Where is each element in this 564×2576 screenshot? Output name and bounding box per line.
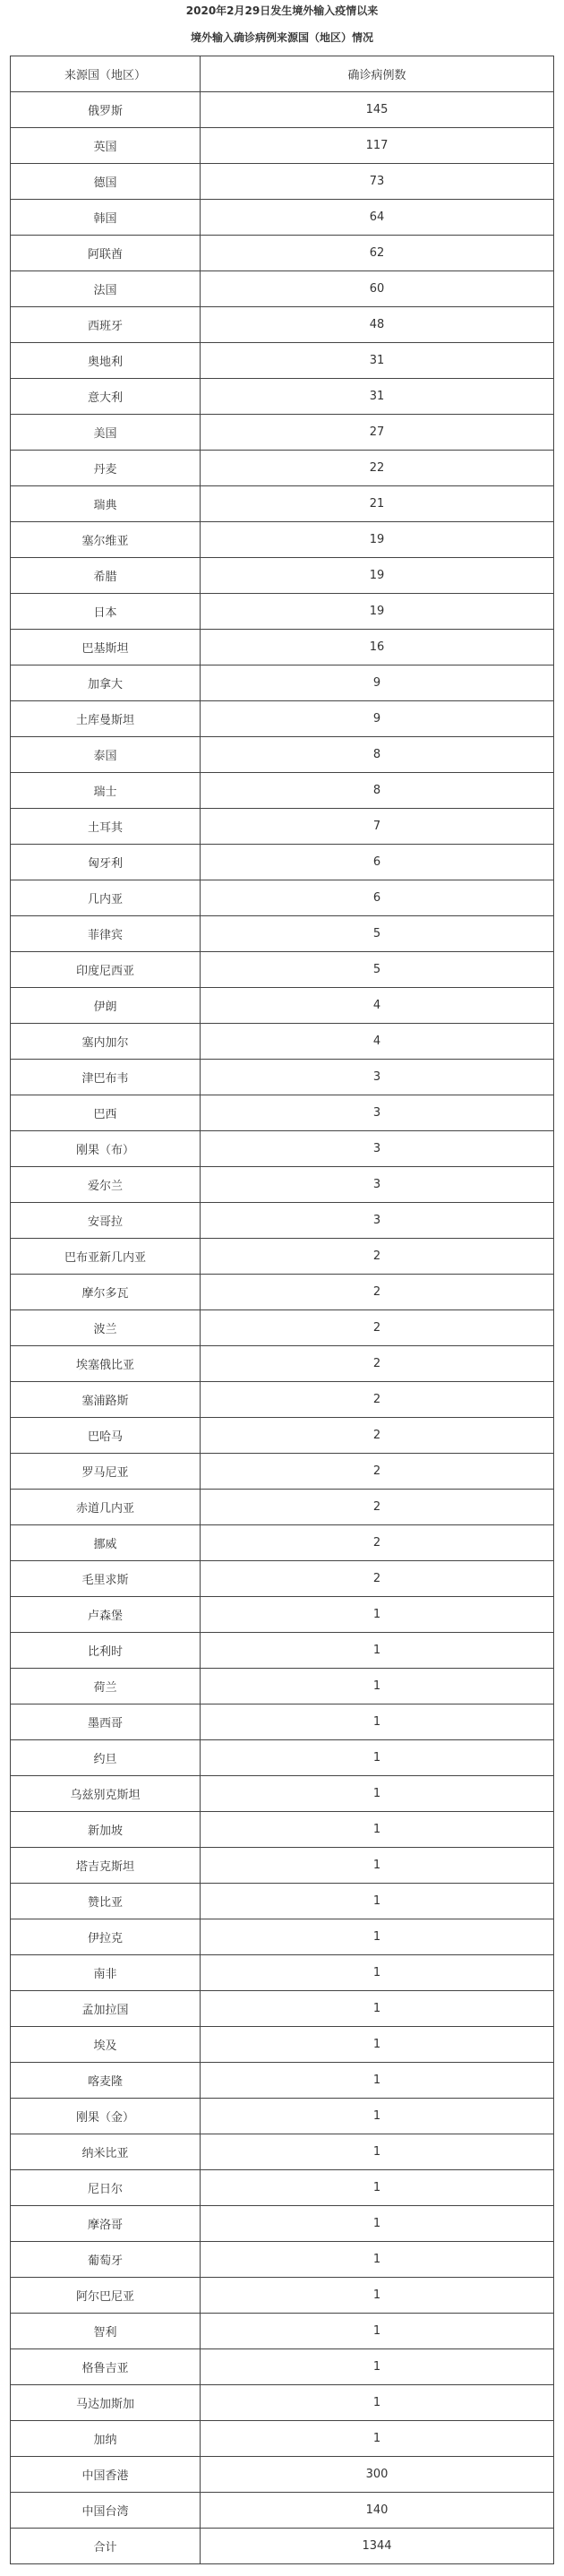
cell-source-region: 挪威 (11, 1525, 201, 1561)
cell-confirmed-cases: 1 (201, 2099, 554, 2134)
cell-confirmed-cases: 3 (201, 1060, 554, 1095)
cell-source-region: 赤道几内亚 (11, 1490, 201, 1525)
table-row (11, 2170, 554, 2206)
cell-confirmed-cases: 73 (201, 164, 554, 200)
cell-confirmed-cases: 2 (201, 1310, 554, 1346)
cell-confirmed-cases: 1 (201, 2170, 554, 2206)
cell-confirmed-cases: 64 (201, 200, 554, 236)
cell-source-region: 巴布亚新几内亚 (11, 1239, 201, 1275)
cell-source-region: 泰国 (11, 737, 201, 773)
cell-source-region: 伊拉克 (11, 1919, 201, 1955)
cell-confirmed-cases: 6 (201, 845, 554, 880)
table-row (11, 2493, 554, 2529)
cell-confirmed-cases: 3 (201, 1131, 554, 1167)
cell-source-region: 瑞士 (11, 773, 201, 809)
table-row (11, 451, 554, 486)
cell-confirmed-cases: 1 (201, 1776, 554, 1812)
cell-source-region: 阿联酋 (11, 236, 201, 271)
cell-confirmed-cases: 1 (201, 1884, 554, 1919)
cell-confirmed-cases: 9 (201, 665, 554, 701)
cell-confirmed-cases: 4 (201, 988, 554, 1024)
cell-source-region: 中国台湾 (11, 2493, 201, 2529)
table-row (11, 880, 554, 916)
table-row (11, 2134, 554, 2170)
header-confirmed-cases: 确诊病例数 (201, 56, 554, 92)
cell-source-region: 丹麦 (11, 451, 201, 486)
cell-source-region: 加纳 (11, 2421, 201, 2457)
cell-source-region: 巴西 (11, 1095, 201, 1131)
table-row (11, 1203, 554, 1239)
cell-confirmed-cases: 8 (201, 737, 554, 773)
cell-confirmed-cases: 5 (201, 952, 554, 988)
cell-source-region: 俄罗斯 (11, 92, 201, 128)
cell-confirmed-cases: 62 (201, 236, 554, 271)
cell-confirmed-cases: 3 (201, 1203, 554, 1239)
cell-source-region: 刚果（布） (11, 1131, 201, 1167)
cell-source-region: 波兰 (11, 1310, 201, 1346)
cell-confirmed-cases: 2 (201, 1275, 554, 1310)
cell-confirmed-cases: 2 (201, 1454, 554, 1490)
cell-source-region: 毛里求斯 (11, 1561, 201, 1597)
table-row (11, 2242, 554, 2278)
table-row (11, 1167, 554, 1203)
cell-source-region: 奥地利 (11, 343, 201, 379)
table-row (11, 271, 554, 307)
table-row (11, 1704, 554, 1740)
table-row (11, 1310, 554, 1346)
cell-source-region: 卢森堡 (11, 1597, 201, 1633)
cell-source-region: 摩洛哥 (11, 2206, 201, 2242)
cell-source-region: 塞内加尔 (11, 1024, 201, 1060)
table-row (11, 773, 554, 809)
cell-confirmed-cases: 5 (201, 916, 554, 952)
cell-source-region: 塞浦路斯 (11, 1382, 201, 1418)
table-row (11, 522, 554, 558)
cell-source-region: 中国香港 (11, 2457, 201, 2493)
cell-source-region: 英国 (11, 128, 201, 164)
cell-confirmed-cases: 1 (201, 1991, 554, 2027)
cell-source-region: 纳米比亚 (11, 2134, 201, 2170)
cell-source-region: 孟加拉国 (11, 1991, 201, 2027)
cell-source-region: 伊朗 (11, 988, 201, 1024)
table-row (11, 1633, 554, 1669)
cell-confirmed-cases: 2 (201, 1239, 554, 1275)
table-row (11, 2314, 554, 2349)
table-row (11, 665, 554, 701)
cell-confirmed-cases: 1 (201, 2242, 554, 2278)
cell-confirmed-cases: 1 (201, 1955, 554, 1991)
cell-source-region: 巴哈马 (11, 1418, 201, 1454)
header-source-region: 来源国（地区） (11, 56, 201, 92)
cell-source-region: 日本 (11, 594, 201, 630)
cell-source-region: 津巴布韦 (11, 1060, 201, 1095)
cell-confirmed-cases: 300 (201, 2457, 554, 2493)
cell-confirmed-cases: 6 (201, 880, 554, 916)
table-row (11, 2421, 554, 2457)
table-row (11, 1991, 554, 2027)
table-row (11, 164, 554, 200)
cell-source-region: 土耳其 (11, 809, 201, 845)
cell-source-region: 阿尔巴尼亚 (11, 2278, 201, 2314)
table-row (11, 415, 554, 451)
cell-source-region: 智利 (11, 2314, 201, 2349)
cell-confirmed-cases: 1 (201, 1597, 554, 1633)
cell-source-region: 约旦 (11, 1740, 201, 1776)
cell-source-region: 刚果（金） (11, 2099, 201, 2134)
cell-source-region: 格鲁吉亚 (11, 2349, 201, 2385)
cell-source-region: 比利时 (11, 1633, 201, 1669)
cell-source-region: 塔吉克斯坦 (11, 1848, 201, 1884)
cell-confirmed-cases: 31 (201, 379, 554, 415)
table-row (11, 1597, 554, 1633)
cell-source-region: 尼日尔 (11, 2170, 201, 2206)
table-row (11, 1525, 554, 1561)
table-row (11, 701, 554, 737)
table-header-row (11, 56, 554, 92)
table-row (11, 1669, 554, 1704)
cell-source-region: 南非 (11, 1955, 201, 1991)
table-row (11, 2385, 554, 2421)
table-row (11, 1848, 554, 1884)
table-row (11, 200, 554, 236)
cell-confirmed-cases: 31 (201, 343, 554, 379)
table-row (11, 1454, 554, 1490)
cell-source-region: 葡萄牙 (11, 2242, 201, 2278)
cell-source-region: 美国 (11, 415, 201, 451)
cell-confirmed-cases: 2 (201, 1525, 554, 1561)
table-row (11, 379, 554, 415)
cell-source-region: 德国 (11, 164, 201, 200)
cell-source-region: 巴基斯坦 (11, 630, 201, 665)
table-row (11, 630, 554, 665)
cell-confirmed-cases: 1 (201, 1848, 554, 1884)
table-body (11, 56, 554, 2564)
table-row (11, 1919, 554, 1955)
table-row (11, 2027, 554, 2063)
table-row (11, 2206, 554, 2242)
cell-confirmed-cases: 145 (201, 92, 554, 128)
cell-source-region: 韩国 (11, 200, 201, 236)
cell-confirmed-cases: 2 (201, 1490, 554, 1525)
table-row (11, 2529, 554, 2564)
table-row (11, 1131, 554, 1167)
cell-source-region: 菲律宾 (11, 916, 201, 952)
cell-source-region: 合计 (11, 2529, 201, 2564)
cell-confirmed-cases: 1 (201, 1812, 554, 1848)
table-row (11, 1382, 554, 1418)
table-row (11, 1060, 554, 1095)
cell-confirmed-cases: 19 (201, 594, 554, 630)
cell-source-region: 赞比亚 (11, 1884, 201, 1919)
cell-source-region: 塞尔维亚 (11, 522, 201, 558)
cell-confirmed-cases: 1 (201, 2314, 554, 2349)
table-row (11, 1024, 554, 1060)
table-row (11, 2099, 554, 2134)
cell-source-region: 马达加斯加 (11, 2385, 201, 2421)
table-row (11, 916, 554, 952)
cell-confirmed-cases: 1 (201, 2278, 554, 2314)
page-title: 2020年2月29日发生境外输入疫情以来 (185, 4, 379, 17)
cell-confirmed-cases: 3 (201, 1095, 554, 1131)
cell-confirmed-cases: 1 (201, 1740, 554, 1776)
table-row (11, 2278, 554, 2314)
cell-confirmed-cases: 48 (201, 307, 554, 343)
table-row (11, 1740, 554, 1776)
cell-confirmed-cases: 1 (201, 2421, 554, 2457)
cell-source-region: 西班牙 (11, 307, 201, 343)
cell-source-region: 爱尔兰 (11, 1167, 201, 1203)
cell-source-region: 加拿大 (11, 665, 201, 701)
cell-confirmed-cases: 9 (201, 701, 554, 737)
cell-source-region: 土库曼斯坦 (11, 701, 201, 737)
cell-confirmed-cases: 27 (201, 415, 554, 451)
cell-confirmed-cases: 1 (201, 1669, 554, 1704)
table-row (11, 128, 554, 164)
cell-confirmed-cases: 2 (201, 1382, 554, 1418)
table-row (11, 558, 554, 594)
table-row (11, 2063, 554, 2099)
cell-source-region: 新加坡 (11, 1812, 201, 1848)
cell-source-region: 喀麦隆 (11, 2063, 201, 2099)
cell-source-region: 埃及 (11, 2027, 201, 2063)
table-row (11, 1776, 554, 1812)
table-title: 境外输入确诊病例来源国（地区）情况 (190, 31, 373, 44)
cell-confirmed-cases: 3 (201, 1167, 554, 1203)
cell-source-region: 埃塞俄比亚 (11, 1346, 201, 1382)
cell-confirmed-cases: 1 (201, 2206, 554, 2242)
cell-confirmed-cases: 7 (201, 809, 554, 845)
cell-source-region: 墨西哥 (11, 1704, 201, 1740)
table-row (11, 1884, 554, 1919)
cell-confirmed-cases: 2 (201, 1561, 554, 1597)
cell-confirmed-cases: 21 (201, 486, 554, 522)
cell-confirmed-cases: 1 (201, 1919, 554, 1955)
cell-confirmed-cases: 1 (201, 2027, 554, 2063)
cell-confirmed-cases: 2 (201, 1346, 554, 1382)
cases-table (10, 56, 554, 2564)
cell-source-region: 意大利 (11, 379, 201, 415)
cell-source-region: 匈牙利 (11, 845, 201, 880)
cell-confirmed-cases: 4 (201, 1024, 554, 1060)
table-row (11, 236, 554, 271)
table-row (11, 92, 554, 128)
cell-confirmed-cases: 16 (201, 630, 554, 665)
cell-confirmed-cases: 22 (201, 451, 554, 486)
cell-source-region: 罗马尼亚 (11, 1454, 201, 1490)
cell-confirmed-cases: 140 (201, 2493, 554, 2529)
cell-source-region: 瑞典 (11, 486, 201, 522)
table-row (11, 594, 554, 630)
table-row (11, 343, 554, 379)
table-row (11, 952, 554, 988)
cell-source-region: 法国 (11, 271, 201, 307)
table-row (11, 307, 554, 343)
cell-confirmed-cases: 1 (201, 2349, 554, 2385)
cell-source-region: 安哥拉 (11, 1203, 201, 1239)
table-row (11, 1275, 554, 1310)
table-row (11, 1490, 554, 1525)
cell-confirmed-cases: 1 (201, 1704, 554, 1740)
table-row (11, 1239, 554, 1275)
cell-confirmed-cases: 1344 (201, 2529, 554, 2564)
cell-confirmed-cases: 60 (201, 271, 554, 307)
cell-source-region: 希腊 (11, 558, 201, 594)
table-row (11, 1812, 554, 1848)
cell-confirmed-cases: 117 (201, 128, 554, 164)
cell-confirmed-cases: 2 (201, 1418, 554, 1454)
cell-source-region: 荷兰 (11, 1669, 201, 1704)
cell-confirmed-cases: 1 (201, 2134, 554, 2170)
cell-confirmed-cases: 19 (201, 558, 554, 594)
cell-source-region: 摩尔多瓦 (11, 1275, 201, 1310)
table-row (11, 1095, 554, 1131)
cell-confirmed-cases: 1 (201, 2385, 554, 2421)
cell-source-region: 印度尼西亚 (11, 952, 201, 988)
table-row (11, 809, 554, 845)
cell-confirmed-cases: 1 (201, 1633, 554, 1669)
table-row (11, 737, 554, 773)
table-row (11, 486, 554, 522)
cell-confirmed-cases: 8 (201, 773, 554, 809)
table-row (11, 2349, 554, 2385)
cell-confirmed-cases: 19 (201, 522, 554, 558)
table-row (11, 1955, 554, 1991)
table-row (11, 988, 554, 1024)
cell-source-region: 乌兹别克斯坦 (11, 1776, 201, 1812)
table-row (11, 1418, 554, 1454)
table-row (11, 2457, 554, 2493)
table-row (11, 845, 554, 880)
cell-source-region: 几内亚 (11, 880, 201, 916)
table-row (11, 1561, 554, 1597)
cell-confirmed-cases: 1 (201, 2063, 554, 2099)
table-row (11, 1346, 554, 1382)
